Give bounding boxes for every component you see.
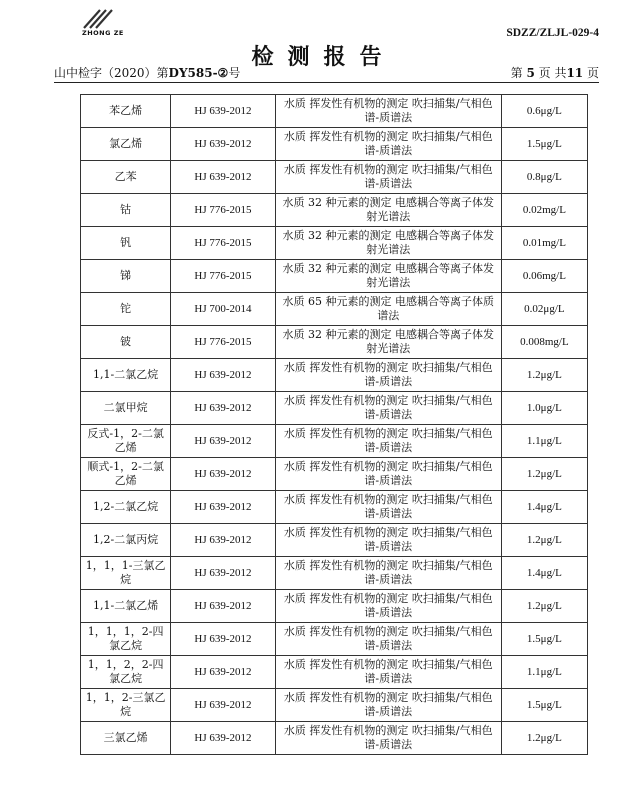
table-row [81,260,588,293]
table-row [81,326,588,359]
standard-cell: HJ 639-2012 [171,128,275,161]
detection-limit-cell: 0.02μg/L [501,293,587,326]
standard-cell: HJ 639-2012 [171,161,275,194]
standard-cell: HJ 639-2012 [171,392,275,425]
table-row [81,425,588,458]
detection-limit-cell: 1.2μg/L [501,590,587,623]
detection-limit-cell: 0.01mg/L [501,227,587,260]
method-cell: 水质 挥发性有机物的测定 吹扫捕集/气相色谱-质谱法 [275,392,501,425]
table-row [81,689,588,722]
test-item-cell: 苯乙烯 [81,95,171,128]
method-cell: 水质 32 种元素的测定 电感耦合等离子体发射光谱法 [275,194,501,227]
document-code: SDZZ/ZLJL-029-4 [506,27,599,39]
detection-limit-cell: 1.2μg/L [501,524,587,557]
detection-limit-cell: 1.5μg/L [501,689,587,722]
method-cell: 水质 挥发性有机物的测定 吹扫捕集/气相色谱-质谱法 [275,425,501,458]
detection-limit-cell: 1.4μg/L [501,491,587,524]
test-item-cell: 1,1-二氯乙烷 [81,359,171,392]
standard-cell: HJ 639-2012 [171,623,275,656]
method-cell: 水质 挥发性有机物的测定 吹扫捕集/气相色谱-质谱法 [275,656,501,689]
detection-limit-cell: 0.8μg/L [501,161,587,194]
method-cell: 水质 挥发性有机物的测定 吹扫捕集/气相色谱-质谱法 [275,557,501,590]
test-item-cell: 锑 [81,260,171,293]
method-cell: 水质 65 种元素的测定 电感耦合等离子体质谱法 [275,293,501,326]
detection-limit-cell: 0.06mg/L [501,260,587,293]
report-number-prefix: 山中检字（2020）第 [54,66,169,80]
table-row [81,557,588,590]
detection-limit-cell: 0.008mg/L [501,326,587,359]
standard-cell: HJ 639-2012 [171,524,275,557]
method-cell: 水质 挥发性有机物的测定 吹扫捕集/气相色谱-质谱法 [275,161,501,194]
table-row [81,590,588,623]
standard-cell: HJ 700-2014 [171,293,275,326]
method-table [80,94,588,755]
method-cell: 水质 挥发性有机物的测定 吹扫捕集/气相色谱-质谱法 [275,524,501,557]
test-item-cell: 铊 [81,293,171,326]
table-row [81,656,588,689]
report-number-value: DY585-② [168,66,229,80]
test-item-cell: 钒 [81,227,171,260]
detection-limit-cell: 1.0μg/L [501,392,587,425]
page-label-post: 页 [586,66,599,80]
table-row [81,128,588,161]
standard-cell: HJ 639-2012 [171,95,275,128]
method-cell: 水质 32 种元素的测定 电感耦合等离子体发射光谱法 [275,326,501,359]
standard-cell: HJ 639-2012 [171,689,275,722]
method-cell: 水质 32 种元素的测定 电感耦合等离子体发射光谱法 [275,227,501,260]
page-label-mid: 页 共 [538,66,567,80]
header-divider [54,82,599,83]
method-cell: 水质 挥发性有机物的测定 吹扫捕集/气相色谱-质谱法 [275,722,501,755]
logo-text: ZHONG ZE [82,29,124,37]
page-number: 5 [526,66,535,80]
page-title: 检测报告 [251,44,396,70]
detection-limit-cell: 1.5μg/L [501,128,587,161]
method-cell: 水质 32 种元素的测定 电感耦合等离子体发射光谱法 [275,260,501,293]
detection-limit-cell: 1.2μg/L [501,458,587,491]
detection-limit-cell: 1.2μg/L [501,359,587,392]
table-row [81,524,588,557]
standard-cell: HJ 639-2012 [171,590,275,623]
method-cell: 水质 挥发性有机物的测定 吹扫捕集/气相色谱-质谱法 [275,359,501,392]
test-item-cell: 1，1，1-三氯乙烷 [81,557,171,590]
detection-limit-cell: 1.1μg/L [501,425,587,458]
standard-cell: HJ 639-2012 [171,722,275,755]
table-row [81,491,588,524]
detection-limit-cell: 1.5μg/L [501,623,587,656]
standard-cell: HJ 776-2015 [171,227,275,260]
page-total: 11 [566,66,584,80]
table-row [81,359,588,392]
method-cell: 水质 挥发性有机物的测定 吹扫捕集/气相色谱-质谱法 [275,590,501,623]
detection-limit-cell: 0.6μg/L [501,95,587,128]
standard-cell: HJ 639-2012 [171,458,275,491]
detection-limit-cell: 1.4μg/L [501,557,587,590]
detection-limit-cell: 1.1μg/L [501,656,587,689]
method-cell: 水质 挥发性有机物的测定 吹扫捕集/气相色谱-质谱法 [275,689,501,722]
method-cell: 水质 挥发性有机物的测定 吹扫捕集/气相色谱-质谱法 [275,458,501,491]
method-cell: 水质 挥发性有机物的测定 吹扫捕集/气相色谱-质谱法 [275,95,501,128]
standard-cell: HJ 639-2012 [171,656,275,689]
standard-cell: HJ 639-2012 [171,557,275,590]
test-item-cell: 1，1，2-三氯乙烷 [81,689,171,722]
standard-cell: HJ 639-2012 [171,425,275,458]
table-row [81,458,588,491]
test-item-cell: 铍 [81,326,171,359]
page-label-pre: 第 [510,66,523,80]
test-item-cell: 二氯甲烷 [81,392,171,425]
test-item-cell: 1,2-二氯乙烷 [81,491,171,524]
test-item-cell: 钴 [81,194,171,227]
method-cell: 水质 挥发性有机物的测定 吹扫捕集/气相色谱-质谱法 [275,623,501,656]
table-row [81,161,588,194]
standard-cell: HJ 776-2015 [171,326,275,359]
test-item-cell: 1,2-二氯丙烷 [81,524,171,557]
test-item-cell: 乙苯 [81,161,171,194]
standard-cell: HJ 776-2015 [171,194,275,227]
test-item-cell: 氯乙烯 [81,128,171,161]
test-item-cell: 反式-1，2-二氯乙烯 [81,425,171,458]
table-row [81,392,588,425]
detection-limit-cell: 0.02mg/L [501,194,587,227]
table-row [81,95,588,128]
table-row [81,293,588,326]
report-number [54,64,240,81]
standard-cell: HJ 776-2015 [171,260,275,293]
test-item-cell: 1，1，2，2-四氯乙烷 [81,656,171,689]
table-row [81,623,588,656]
detection-limit-cell: 1.2μg/L [501,722,587,755]
table-row [81,194,588,227]
method-cell: 水质 挥发性有机物的测定 吹扫捕集/气相色谱-质谱法 [275,491,501,524]
method-cell: 水质 挥发性有机物的测定 吹扫捕集/气相色谱-质谱法 [275,128,501,161]
test-item-cell: 1,1-二氯乙烯 [81,590,171,623]
test-item-cell: 顺式-1，2-二氯乙烯 [81,458,171,491]
test-item-cell: 1，1，1，2-四氯乙烷 [81,623,171,656]
standard-cell: HJ 639-2012 [171,491,275,524]
report-number-suffix: 号 [228,66,241,80]
test-item-cell: 三氯乙烯 [81,722,171,755]
page-indicator [511,64,599,81]
table-row [81,227,588,260]
standard-cell: HJ 639-2012 [171,359,275,392]
table-row [81,722,588,755]
